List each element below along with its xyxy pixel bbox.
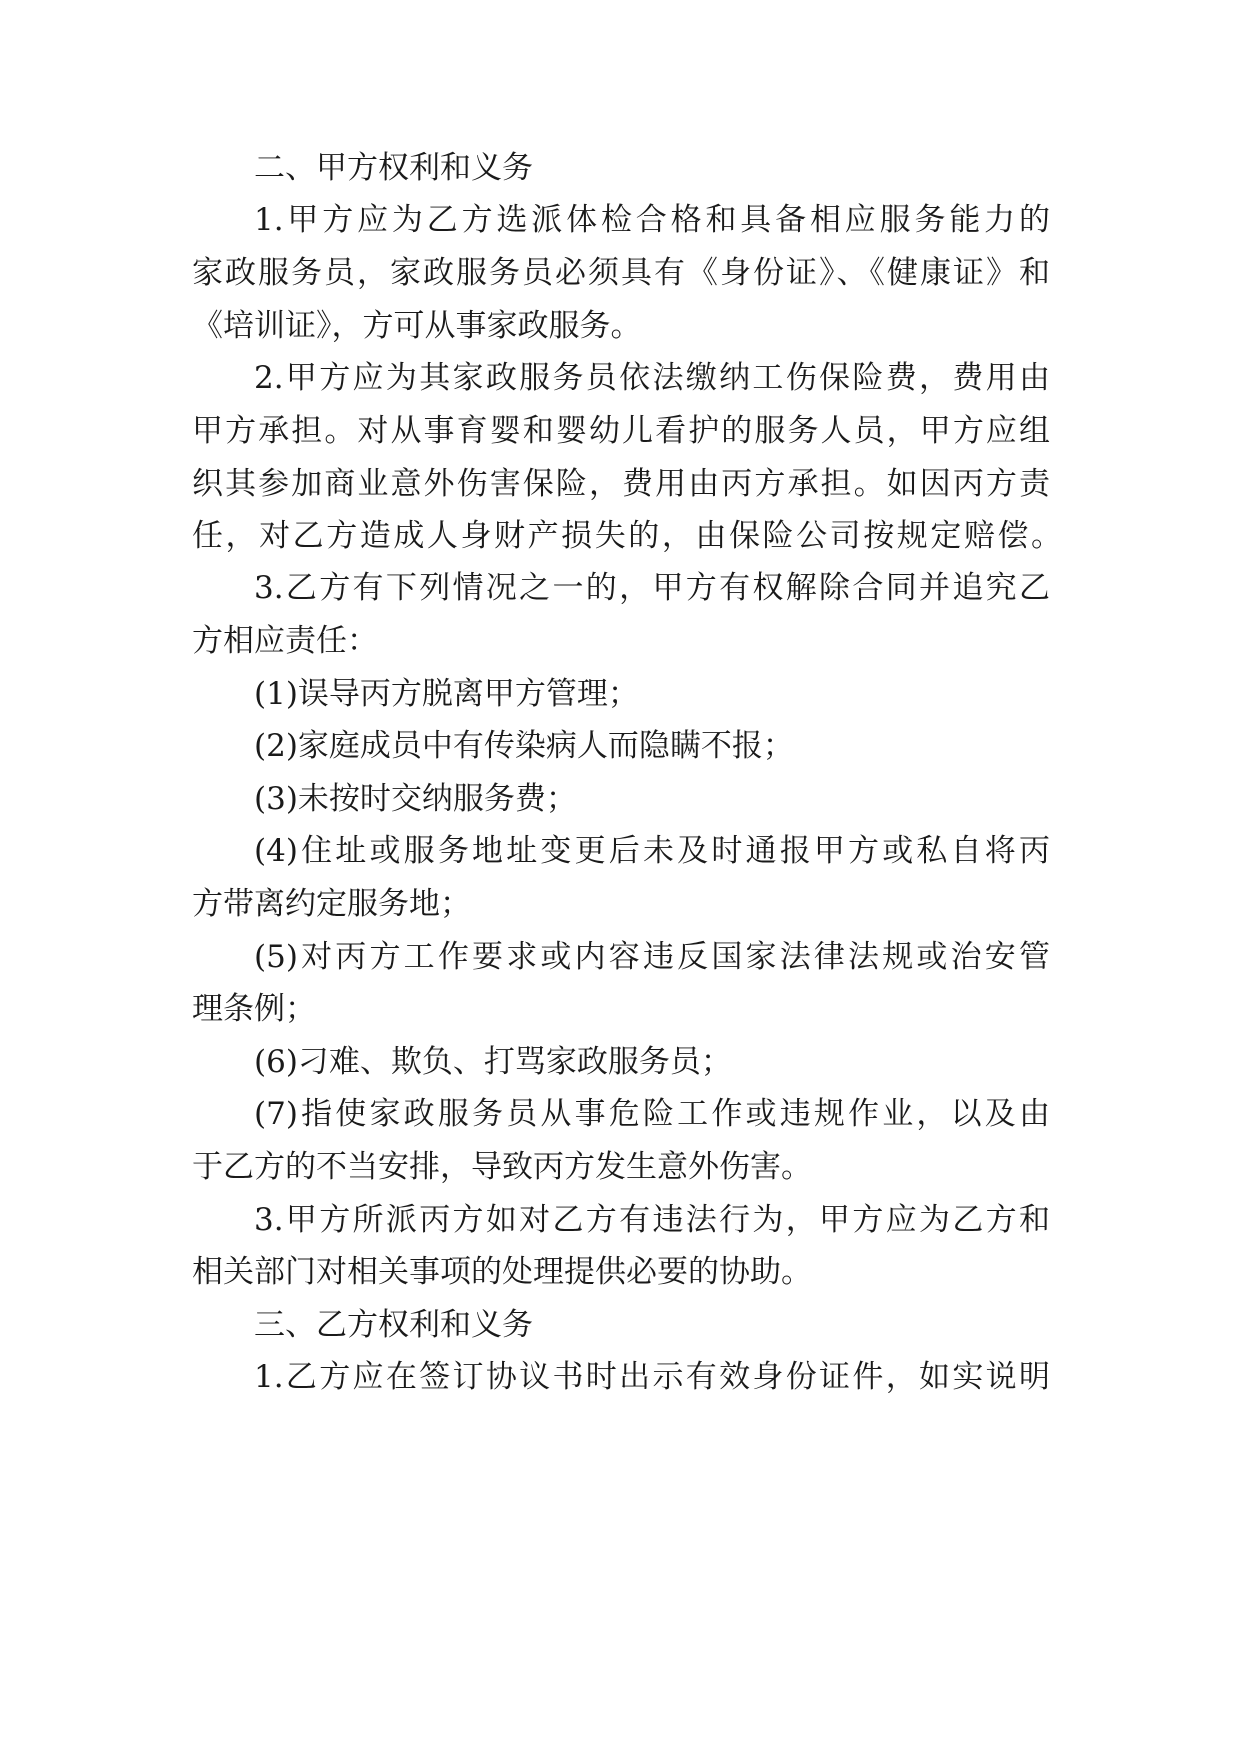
list-item: (3)未按时交纳服务费；	[254, 781, 577, 817]
paragraph-line: 方相应责任：	[192, 623, 378, 659]
list-item-continuation: 理条例；	[192, 991, 316, 1027]
paragraph-line: 《培训证》，方可从事家政服务。	[192, 308, 642, 344]
list-item: (1)误导丙方脱离甲方管理；	[254, 676, 639, 712]
paragraph-line: 3.甲方所派丙方如对乙方有违法行为，甲方应为乙方和	[254, 1202, 1050, 1238]
paragraph-line: 甲方承担。对从事育婴和婴幼儿看护的服务人员，甲方应组	[192, 413, 1050, 449]
paragraph-line: 织其参加商业意外伤害保险，费用由丙方承担。如因丙方责	[192, 466, 1050, 502]
list-item-continuation: 于乙方的不当安排，导致丙方发生意外伤害。	[192, 1149, 812, 1185]
paragraph-line: 1.乙方应在签订协议书时出示有效身份证件，如实说明	[254, 1359, 1050, 1395]
paragraph-line: 3.乙方有下列情况之一的，甲方有权解除合同并追究乙	[254, 570, 1050, 606]
list-item: (6)刁难、欺负、打骂家政服务员；	[254, 1044, 732, 1080]
list-item: (5)对丙方工作要求或内容违反国家法律法规或治安管	[254, 939, 1050, 975]
list-item-continuation: 方带离约定服务地；	[192, 886, 471, 922]
paragraph-line: 相关部门对相关事项的处理提供必要的协助。	[192, 1254, 812, 1290]
section-heading: 三、乙方权利和义务	[254, 1307, 533, 1343]
paragraph-line: 1.甲方应为乙方选派体检合格和具备相应服务能力的	[254, 202, 1050, 238]
paragraph-line: 家政服务员，家政服务员必须具有《身份证》、《健康证》和	[192, 255, 1050, 291]
paragraph-line: 2.甲方应为其家政服务员依法缴纳工伤保险费，费用由	[254, 360, 1050, 396]
list-item: (7)指使家政服务员从事危险工作或违规作业，以及由	[254, 1096, 1050, 1132]
list-item: (2)家庭成员中有传染病人而隐瞒不报；	[254, 728, 794, 764]
section-heading: 二、甲方权利和义务	[254, 150, 533, 186]
list-item: (4)住址或服务地址变更后未及时通报甲方或私自将丙	[254, 833, 1050, 869]
paragraph-line: 任，对乙方造成人身财产损失的，由保险公司按规定赔偿。	[192, 518, 1062, 554]
